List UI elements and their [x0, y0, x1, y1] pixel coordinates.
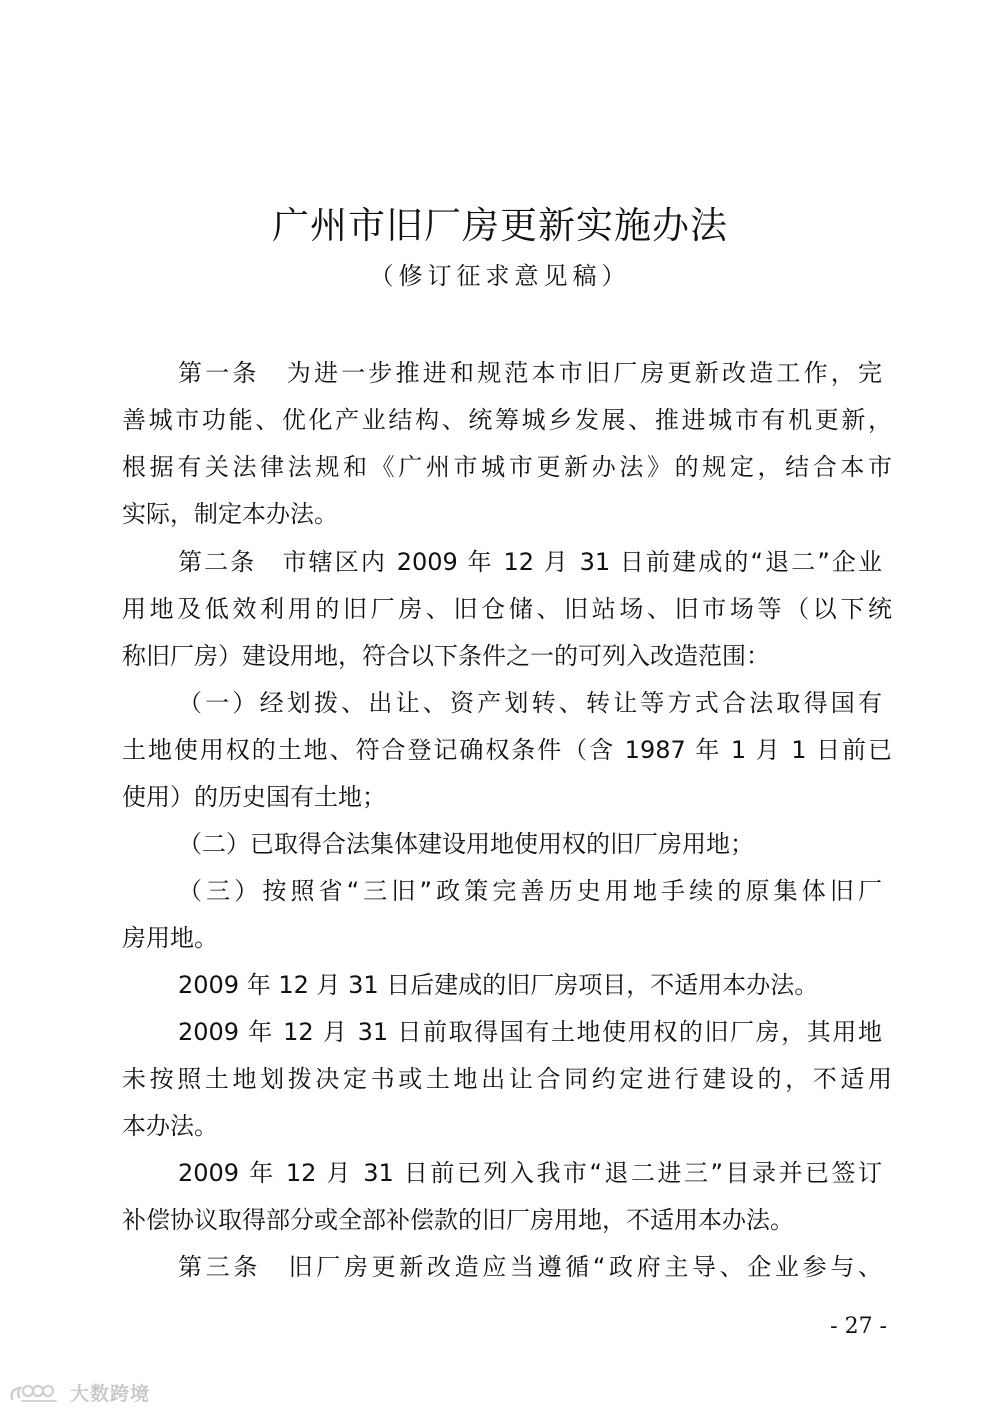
paragraph-line: 2009 年 12 月 31 日后建成的旧厂房项目，不适用本办法。 — [178, 971, 819, 999]
paragraph-line: （一）经划拨、出让、资产划转、转让等方式合法取得国有 — [178, 689, 882, 717]
paragraph-line: 实际，制定本办法。 — [122, 500, 338, 528]
document-subtitle: （修订征求意见稿） — [369, 262, 631, 290]
paragraph-line: 第一条 为进一步推进和规范本市旧厂房更新改造工作，完 — [178, 359, 882, 387]
paragraph-line: 称旧厂房）建设用地，符合以下条件之一的可列入改造范围： — [122, 642, 770, 670]
paragraph-line: 2009 年 12 月 31 日前取得国有土地使用权的旧厂房，其用地 — [178, 1018, 882, 1046]
paragraph-line: 第二条 市辖区内 2009 年 12 月 31 日前建成的“退二”企业 — [178, 548, 882, 576]
page-number: - 27 - — [830, 1314, 887, 1339]
paragraph-line: 补偿协议取得部分或全部补偿款的旧厂房用地，不适用本办法。 — [122, 1206, 794, 1234]
watermark-logo-icon — [8, 1383, 64, 1405]
paragraph-line: 本办法。 — [122, 1112, 218, 1140]
paragraph-line: （三）按照省“三旧”政策完善历史用地手续的原集体旧厂 — [178, 877, 882, 905]
paragraph-line: 用地及低效利用的旧厂房、旧仓储、旧站场、旧市场等（以下统 — [122, 595, 892, 623]
paragraph-line: （二）已取得合法集体建设用地使用权的旧厂房用地； — [178, 830, 754, 858]
paragraph-line: 未按照土地划拨决定书或土地出让合同约定进行建设的，不适用 — [122, 1065, 892, 1093]
watermark — [8, 1382, 150, 1406]
paragraph-line: 土地使用权的土地、符合登记确权条件（含 1987 年 1 月 1 日前已 — [122, 736, 892, 764]
paragraph-line: 第三条 旧厂房更新改造应当遵循“政府主导、企业参与、 — [178, 1253, 882, 1281]
paragraph-line: 根据有关法律法规和《广州市城市更新办法》的规定，结合本市 — [122, 453, 892, 481]
paragraph-line: 使用）的历史国有土地； — [122, 783, 386, 811]
paragraph-line: 房用地。 — [122, 924, 218, 952]
paragraph-line: 2009 年 12 月 31 日前已列入我市“退二进三”目录并已签订 — [178, 1159, 882, 1187]
document-title: 广州市旧厂房更新实施办法 — [272, 204, 728, 247]
paragraph-line: 善城市功能、优化产业结构、统筹城乡发展、推进城市有机更新， — [122, 406, 892, 434]
watermark-text: 大数跨境 — [70, 1383, 151, 1405]
